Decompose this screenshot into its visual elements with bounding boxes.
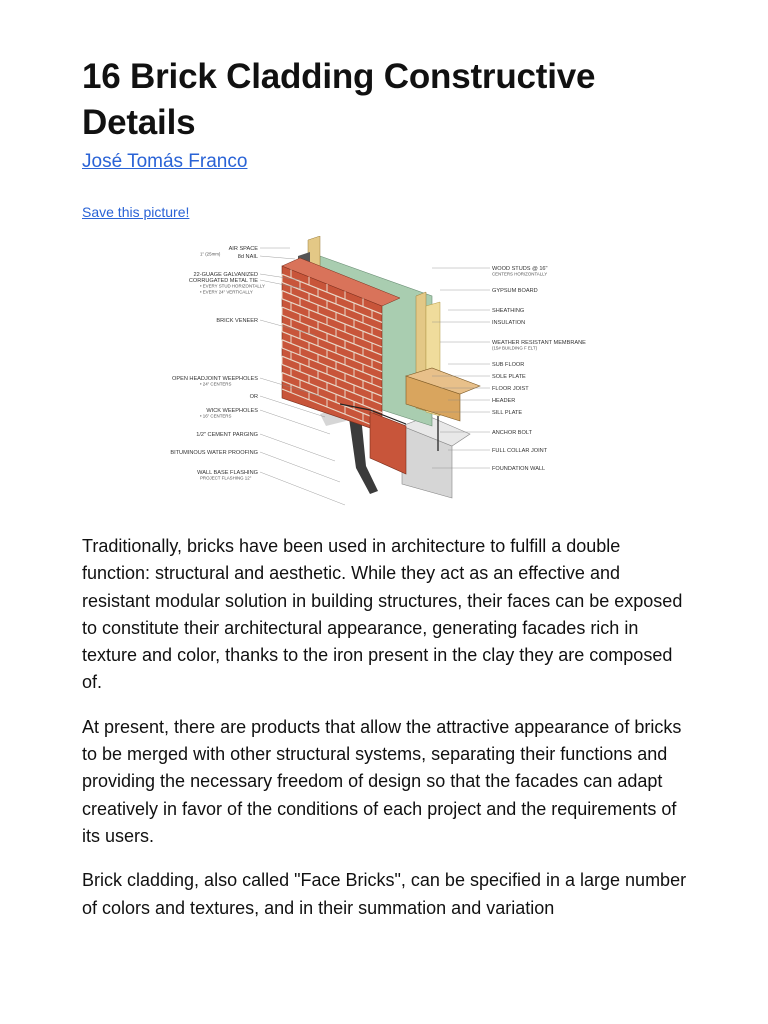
left-label-7: OR <box>249 394 258 400</box>
left-leader-11 <box>260 472 345 505</box>
left-label-8: WICK WEEPHOLES <box>206 408 258 414</box>
diagram-svg <box>170 236 600 506</box>
right-label-8: HEADER <box>492 398 516 404</box>
left-label-1: 8d NAIL <box>237 254 258 260</box>
save-picture-link[interactable]: Save this picture! <box>82 204 190 220</box>
left-label-10: BITUMINOUS WATER PROOFING <box>170 450 258 456</box>
right-sublabel-4: (15# BUILDING F ELT) <box>492 345 538 351</box>
right-label-7: FLOOR JOIST <box>492 386 529 392</box>
right-label-12: FOUNDATION WALL <box>492 466 546 472</box>
left-label-9: 1/2" CEMENT PARGING <box>196 432 258 438</box>
paragraph-2: At present, there are products that allow the attractive appearance of bricks to be merged with other structural systems, separating their functions and providing the necessary freedom of design so that the facades can adapt creatively in favor of the conditions of each project and the requirements of its users. <box>82 716 682 846</box>
right-label-2: SHEATHING <box>492 308 525 314</box>
left-label-3: CORRUGATED METAL TIE <box>188 278 258 284</box>
left-sublabel-4: • EVERY 24" VERTICALLY <box>200 289 253 295</box>
left-label-5: BRICK VENEER <box>216 318 258 324</box>
author-link[interactable]: José Tomás Franco <box>82 151 248 172</box>
left-leader-1 <box>260 256 295 259</box>
wall-section-drawing <box>282 236 480 498</box>
left-leader-10 <box>260 452 340 482</box>
left-leader-8 <box>260 410 330 434</box>
article-title: 16 Brick Cladding Constructive Details <box>82 57 596 142</box>
right-label-6: SOLE PLATE <box>492 374 526 380</box>
left-sublabel-8: • 16" CENTERS <box>200 413 232 419</box>
left-sublabel-0: 1" (25mm) <box>200 251 221 257</box>
right-label-9: SILL PLATE <box>492 410 523 416</box>
right-label-11: FULL COLLAR JOINT <box>492 448 548 454</box>
left-label-11: WALL BASE FLASHING <box>197 470 258 476</box>
paragraph-3: Brick cladding, also called "Face Bricks", can be specified in a large number of colors and textures, and in their summation and variation <box>82 870 687 918</box>
left-label-2: 22-GUAGE GALVANIZED <box>193 272 258 278</box>
left-label-6: OPEN HEADJOINT WEEPHOLES <box>172 376 258 382</box>
left-leader-9 <box>260 434 335 461</box>
right-sublabel-0: CENTERS HORIZONTALLY <box>492 271 548 277</box>
left-label-0: AIR SPACE <box>228 246 258 252</box>
right-label-0: WOOD STUDS @ 16" <box>492 266 548 272</box>
right-label-10: ANCHOR BOLT <box>492 430 532 436</box>
right-label-1: GYPSUM BOARD <box>492 288 538 294</box>
left-sublabel-6: • 24" CENTERS <box>200 381 232 387</box>
article-body <box>82 533 692 939</box>
right-label-3: INSULATION <box>492 320 526 326</box>
left-sublabel-11: PROJECT FLASHING 12" <box>200 475 252 481</box>
right-label-4: WEATHER RESISTANT MEMBRANE <box>492 340 586 346</box>
left-sublabel-3: • EVERY STUD HORIZONTALLY <box>200 283 265 289</box>
brick-cladding-diagram <box>170 236 600 506</box>
right-label-5: SUB FLOOR <box>492 362 525 368</box>
paragraph-1: Traditionally, bricks have been used in architecture to fulfill a double function: structural and aesthetic. While they act as an effective and resistant modular solution in building structures, their faces can be exposed to constitute their architectural appearance, generating facades rich in texture and color, thanks to the iron present in the clay they are composed of. <box>82 536 683 693</box>
